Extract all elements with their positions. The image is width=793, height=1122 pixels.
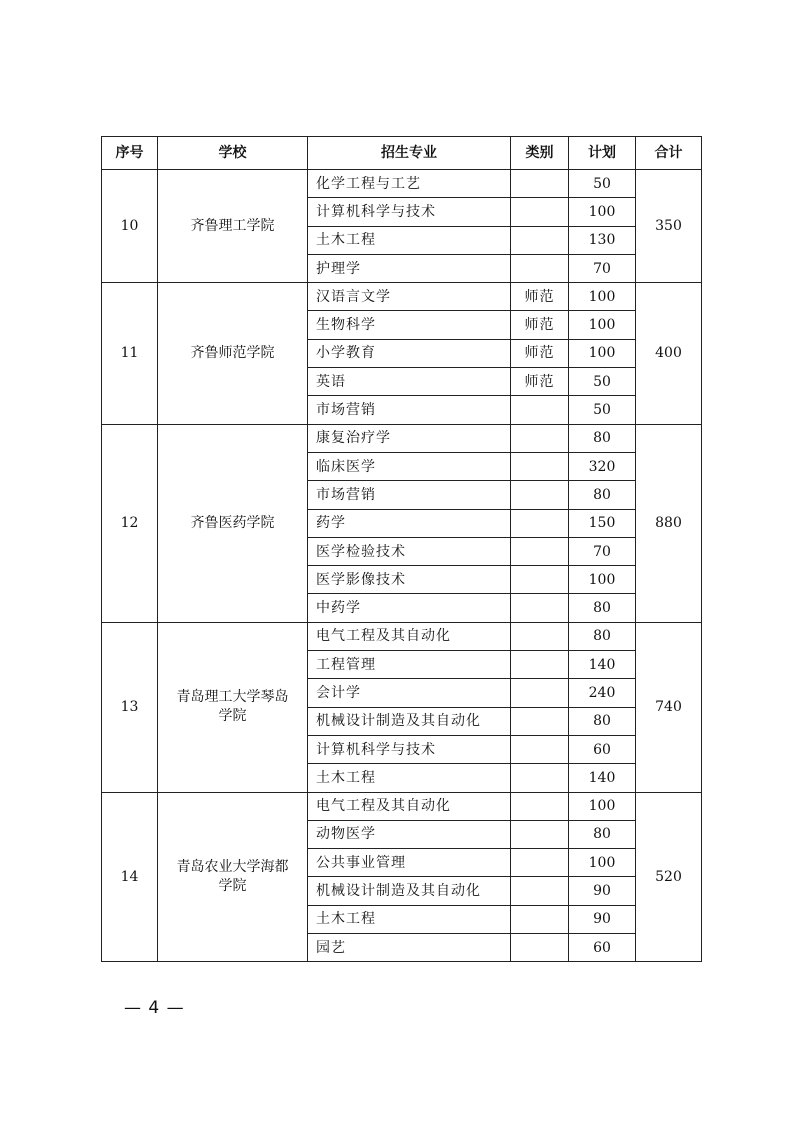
plan-cell: 60 [569, 735, 636, 763]
category-cell [511, 707, 569, 735]
header-type: 类别 [511, 137, 569, 170]
plan-cell: 70 [569, 537, 636, 565]
category-cell [511, 651, 569, 679]
plan-cell: 80 [569, 820, 636, 848]
plan-cell: 150 [569, 509, 636, 537]
table-row [102, 424, 702, 452]
header-no: 序号 [102, 137, 158, 170]
category-cell [511, 594, 569, 622]
header-school: 学校 [158, 137, 308, 170]
major-cell: 护理学 [308, 254, 511, 282]
school-number-cell: 14 [102, 792, 158, 962]
category-cell [511, 934, 569, 962]
major-cell: 会计学 [308, 679, 511, 707]
page-number: — 4 — [124, 998, 185, 1018]
category-cell [511, 820, 569, 848]
header-plan: 计划 [569, 137, 636, 170]
major-cell: 电气工程及其自动化 [308, 792, 511, 820]
major-cell: 医学检验技术 [308, 537, 511, 565]
category-cell [511, 452, 569, 480]
total-cell: 400 [636, 283, 702, 424]
category-cell [511, 622, 569, 650]
school-number-cell: 10 [102, 170, 158, 283]
category-cell: 师范 [511, 311, 569, 339]
plan-cell: 100 [569, 566, 636, 594]
plan-cell: 130 [569, 226, 636, 254]
plan-cell: 90 [569, 877, 636, 905]
school-number-cell: 13 [102, 622, 158, 792]
school-number-cell: 11 [102, 283, 158, 424]
category-cell [511, 849, 569, 877]
major-cell: 医学影像技术 [308, 566, 511, 594]
table-row [102, 283, 702, 311]
category-cell [511, 877, 569, 905]
total-cell: 520 [636, 792, 702, 962]
major-cell: 临床医学 [308, 452, 511, 480]
plan-cell: 100 [569, 283, 636, 311]
total-cell: 350 [636, 170, 702, 283]
major-cell: 动物医学 [308, 820, 511, 848]
plan-cell: 140 [569, 651, 636, 679]
school-name-cell: 齐鲁理工学院 [158, 170, 308, 283]
major-cell: 汉语言文学 [308, 283, 511, 311]
major-cell: 电气工程及其自动化 [308, 622, 511, 650]
major-cell: 康复治疗学 [308, 424, 511, 452]
major-cell: 土木工程 [308, 905, 511, 933]
plan-cell: 100 [569, 198, 636, 226]
school-number-cell: 12 [102, 424, 158, 622]
plan-cell: 80 [569, 424, 636, 452]
plan-cell: 50 [569, 368, 636, 396]
category-cell [511, 509, 569, 537]
major-cell: 土木工程 [308, 764, 511, 792]
enrollment-plan-table [101, 136, 702, 962]
table-row [102, 622, 702, 650]
plan-cell: 140 [569, 764, 636, 792]
major-cell: 生物科学 [308, 311, 511, 339]
header-row [102, 137, 702, 170]
plan-cell: 50 [569, 170, 636, 198]
plan-cell: 100 [569, 339, 636, 367]
major-cell: 园艺 [308, 934, 511, 962]
category-cell [511, 792, 569, 820]
table-body [102, 170, 702, 962]
plan-cell: 80 [569, 481, 636, 509]
major-cell: 小学教育 [308, 339, 511, 367]
total-cell: 740 [636, 622, 702, 792]
plan-cell: 100 [569, 792, 636, 820]
major-cell: 机械设计制造及其自动化 [308, 877, 511, 905]
category-cell [511, 226, 569, 254]
plan-cell: 80 [569, 594, 636, 622]
total-cell: 880 [636, 424, 702, 622]
major-cell: 药学 [308, 509, 511, 537]
major-cell: 英语 [308, 368, 511, 396]
category-cell [511, 198, 569, 226]
table-row [102, 792, 702, 820]
plan-cell: 80 [569, 707, 636, 735]
major-cell: 工程管理 [308, 651, 511, 679]
category-cell [511, 396, 569, 424]
header-total: 合计 [636, 137, 702, 170]
category-cell [511, 254, 569, 282]
header-major: 招生专业 [308, 137, 511, 170]
major-cell: 市场营销 [308, 396, 511, 424]
major-cell: 机械设计制造及其自动化 [308, 707, 511, 735]
category-cell [511, 764, 569, 792]
plan-cell: 240 [569, 679, 636, 707]
school-name-cell: 青岛理工大学琴岛学院 [158, 622, 308, 792]
category-cell [511, 679, 569, 707]
category-cell [511, 735, 569, 763]
major-cell: 中药学 [308, 594, 511, 622]
category-cell [511, 566, 569, 594]
school-name-cell: 青岛农业大学海都学院 [158, 792, 308, 962]
category-cell: 师范 [511, 339, 569, 367]
category-cell: 师范 [511, 368, 569, 396]
plan-cell: 50 [569, 396, 636, 424]
major-cell: 土木工程 [308, 226, 511, 254]
plan-cell: 90 [569, 905, 636, 933]
category-cell [511, 481, 569, 509]
plan-cell: 100 [569, 311, 636, 339]
category-cell [511, 424, 569, 452]
plan-cell: 70 [569, 254, 636, 282]
category-cell: 师范 [511, 283, 569, 311]
major-cell: 计算机科学与技术 [308, 735, 511, 763]
plan-cell: 60 [569, 934, 636, 962]
major-cell: 市场营销 [308, 481, 511, 509]
major-cell: 计算机科学与技术 [308, 198, 511, 226]
category-cell [511, 170, 569, 198]
category-cell [511, 537, 569, 565]
category-cell [511, 905, 569, 933]
plan-cell: 100 [569, 849, 636, 877]
table-row [102, 170, 702, 198]
plan-cell: 80 [569, 622, 636, 650]
school-name-cell: 齐鲁医药学院 [158, 424, 308, 622]
major-cell: 化学工程与工艺 [308, 170, 511, 198]
plan-cell: 320 [569, 452, 636, 480]
major-cell: 公共事业管理 [308, 849, 511, 877]
school-name-cell: 齐鲁师范学院 [158, 283, 308, 424]
